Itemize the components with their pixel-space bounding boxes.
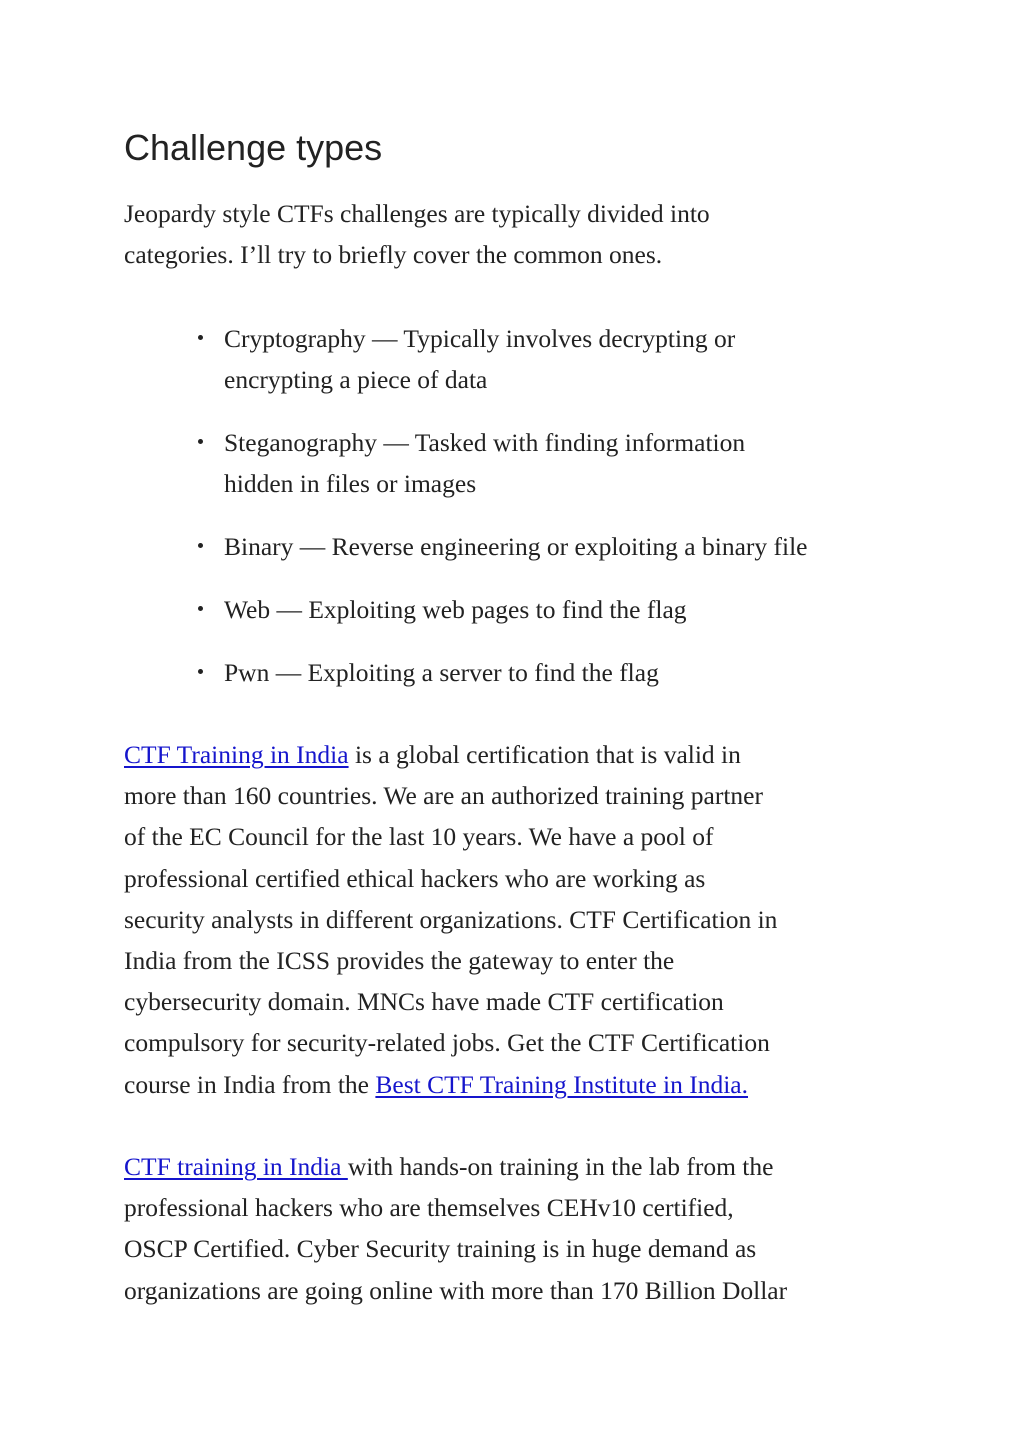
section-heading: Challenge types (124, 127, 383, 168)
paragraph-line: OSCP Certified. Cyber Security training is in huge demand as (124, 1234, 757, 1264)
ctf-training-india-link-2[interactable]: CTF training in India (124, 1152, 348, 1181)
paragraph-line (124, 734, 914, 775)
paragraph-line: compulsory for security-related jobs. Get the CTF Certification (124, 1028, 770, 1058)
list-item-text: Pwn — Exploiting a server to find the flag (224, 658, 659, 687)
list-item (224, 318, 924, 400)
paragraph-line: cybersecurity domain. MNCs have made CTF certification (124, 987, 724, 1017)
bullet-icon (198, 606, 203, 611)
list-item (224, 652, 924, 693)
list-item-text: Steganography — Tasked with finding information (224, 428, 746, 457)
list-item (224, 526, 924, 567)
paragraph-line: professional hackers who are themselves CEHv10 certified, (124, 1193, 734, 1223)
list-item-text: Binary — Reverse engineering or exploiting a binary file (224, 532, 808, 561)
paragraph-line (124, 1064, 914, 1105)
list-item-text: hidden in files or images (224, 469, 477, 498)
intro-line: categories. I’ll try to briefly cover the common ones. (124, 240, 663, 269)
paragraph-line (124, 1146, 914, 1187)
best-ctf-institute-link[interactable]: Best CTF Training Institute in India. (375, 1069, 748, 1099)
paragraph-line: security analysts in different organizations. CTF Certification in (124, 904, 778, 934)
intro-line: Jeopardy style CTFs challenges are typically divided into (124, 199, 710, 228)
list-item (224, 589, 924, 630)
ctf-handson-paragraph (124, 1146, 914, 1311)
list-item (224, 422, 924, 504)
list-item-text: Web — Exploiting web pages to find the flag (224, 595, 687, 624)
ctf-training-india-link[interactable]: CTF Training in India (124, 740, 349, 769)
paragraph-text: is a global certification that is valid in (348, 740, 741, 769)
paragraph-line: organizations are going online with more than 170 Billion Dollar (124, 1275, 788, 1305)
paragraph-line: of the EC Council for the last 10 years. We have a pool of (124, 822, 714, 852)
bullet-icon (198, 335, 203, 340)
paragraph-line: India from the ICSS provides the gateway to enter the (124, 946, 675, 976)
paragraph-text: with hands-on training in the lab from the (347, 1152, 774, 1181)
paragraph-line: professional certified ethical hackers who are working as (124, 863, 706, 893)
ctf-training-paragraph (124, 734, 914, 1105)
paragraph-line: more than 160 countries. We are an authorized training partner (124, 781, 763, 811)
bullet-icon (198, 439, 203, 444)
list-item-text: Cryptography — Typically involves decrypting or (224, 324, 736, 353)
list-item-text: encrypting a piece of data (224, 365, 488, 394)
bullet-icon (198, 669, 203, 674)
intro-paragraph (124, 193, 884, 275)
paragraph-text: course in India from the (124, 1069, 376, 1099)
bullet-icon (198, 543, 203, 548)
